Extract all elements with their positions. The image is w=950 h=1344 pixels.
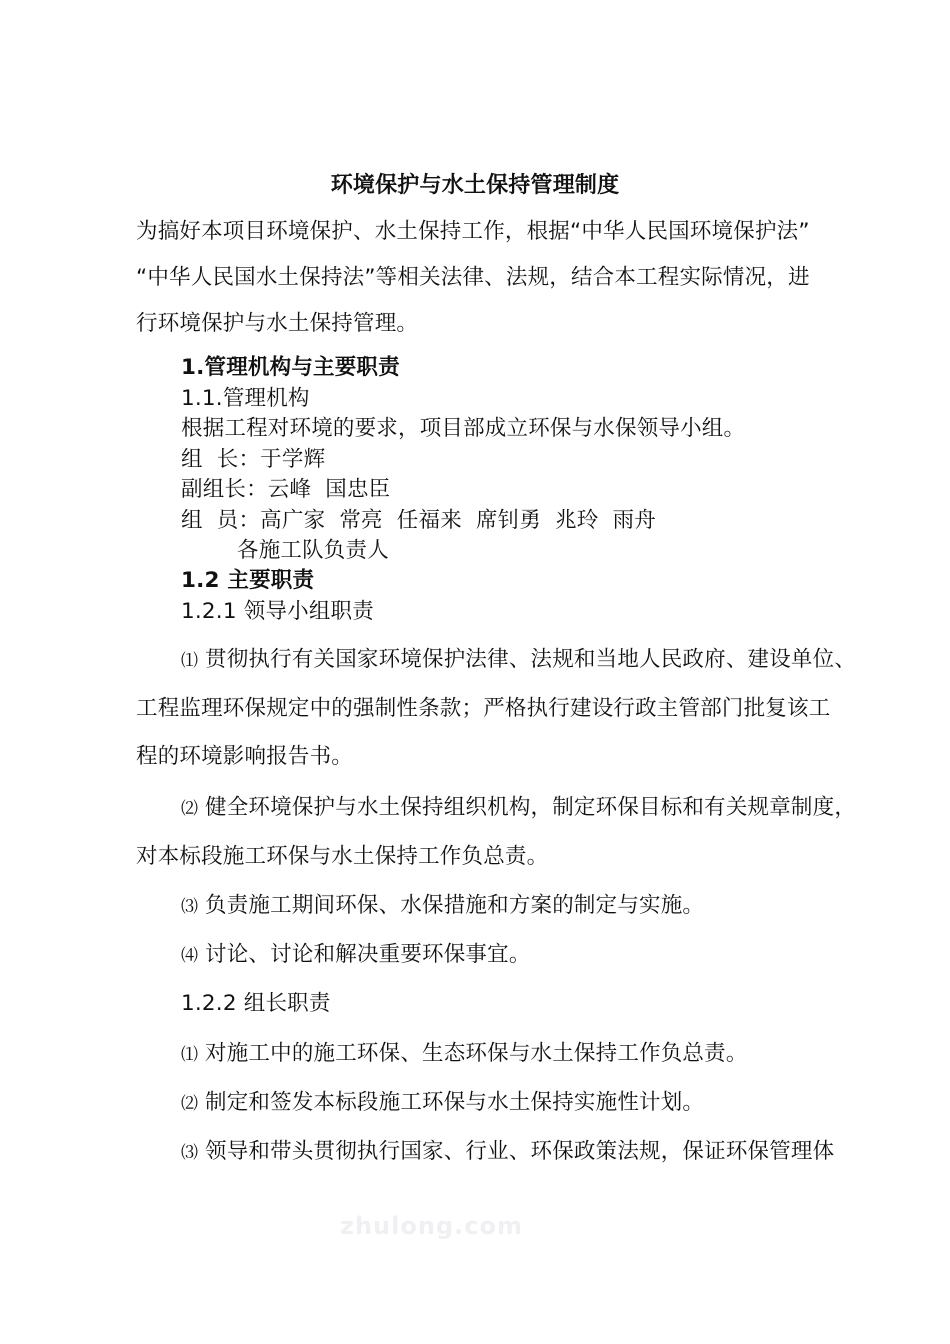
duty-text: 负责施工期间环保、水保措施和方案的制定与实施。 bbox=[198, 893, 705, 918]
item-number: ⑵ bbox=[181, 799, 198, 819]
duty-b3 bbox=[181, 1137, 834, 1168]
item-number: ⑵ bbox=[181, 1094, 198, 1114]
duty-a4-line-1 bbox=[181, 940, 531, 971]
item-number: ⑴ bbox=[181, 1045, 198, 1065]
duty-a2-line-1 bbox=[181, 793, 856, 824]
document-title: 环境保护与水土保持管理制度 bbox=[330, 173, 620, 198]
intro-line-1: 为搞好本项目环境保护、水土保持工作，根据“中华人民国环境保护法” bbox=[136, 219, 810, 244]
item-number: ⑶ bbox=[181, 897, 198, 917]
duty-a1-line-1 bbox=[181, 645, 856, 676]
subsection-heading-1-1: 1.1.管理机构 bbox=[181, 386, 310, 411]
duty-text: 对施工中的施工环保、生态环保与水土保持工作负总责。 bbox=[198, 1041, 748, 1066]
duty-a1-line-2: 工程监理环保规定中的强制性条款；严格执行建设行政主管部门批复该工 bbox=[136, 696, 831, 721]
intro-line-3: 行环境保护与水土保持管理。 bbox=[136, 311, 419, 336]
duty-text: 领导和带头贯彻执行国家、行业、环保政策法规，保证环保管理体 bbox=[198, 1139, 835, 1164]
duty-b2 bbox=[181, 1088, 704, 1119]
leader-line: 组 长：于学辉 bbox=[181, 447, 326, 472]
org-description: 根据工程对环境的要求，项目部成立环保与水保领导小组。 bbox=[181, 416, 746, 441]
item-number: ⑷ bbox=[181, 946, 198, 966]
item-number: ⑴ bbox=[181, 651, 198, 671]
members-continuation: 各施工队负责人 bbox=[237, 538, 389, 563]
duty-a3-line-1 bbox=[181, 891, 704, 922]
subsection-heading-1-2-1: 1.2.1 领导小组职责 bbox=[181, 599, 374, 624]
duty-b1 bbox=[181, 1039, 748, 1070]
duty-a2-line-2: 对本标段施工环保与水土保持工作负总责。 bbox=[136, 844, 549, 869]
members-line: 组 员：高广家 常亮 任福来 席钊勇 兆玲 雨舟 bbox=[181, 508, 657, 533]
intro-line-2: “中华人民国水土保持法”等相关法律、法规，结合本工程实际情况，进 bbox=[136, 265, 810, 290]
vice-leader-line: 副组长：云峰 国忠臣 bbox=[181, 477, 391, 502]
item-number: ⑶ bbox=[181, 1143, 198, 1163]
duty-a1-line-3: 程的环境影响报告书。 bbox=[136, 744, 354, 769]
duty-text: 健全环境保护与水土保持组织机构，制定环保目标和有关规章制度， bbox=[198, 795, 857, 820]
duty-text: 制定和签发本标段施工环保与水土保持实施性计划。 bbox=[198, 1090, 705, 1115]
subsection-heading-1-2-2: 1.2.2 组长职责 bbox=[181, 991, 331, 1016]
duty-text: 贯彻执行有关国家环境保护法律、法规和当地人民政府、建设单位、 bbox=[198, 647, 857, 672]
section-heading-1: 1.管理机构与主要职责 bbox=[181, 355, 400, 380]
subsection-heading-1-2: 1.2 主要职责 bbox=[181, 568, 315, 593]
watermark: zhulong.com bbox=[340, 1212, 523, 1240]
duty-text: 讨论、讨论和解决重要环保事宜。 bbox=[198, 942, 531, 967]
